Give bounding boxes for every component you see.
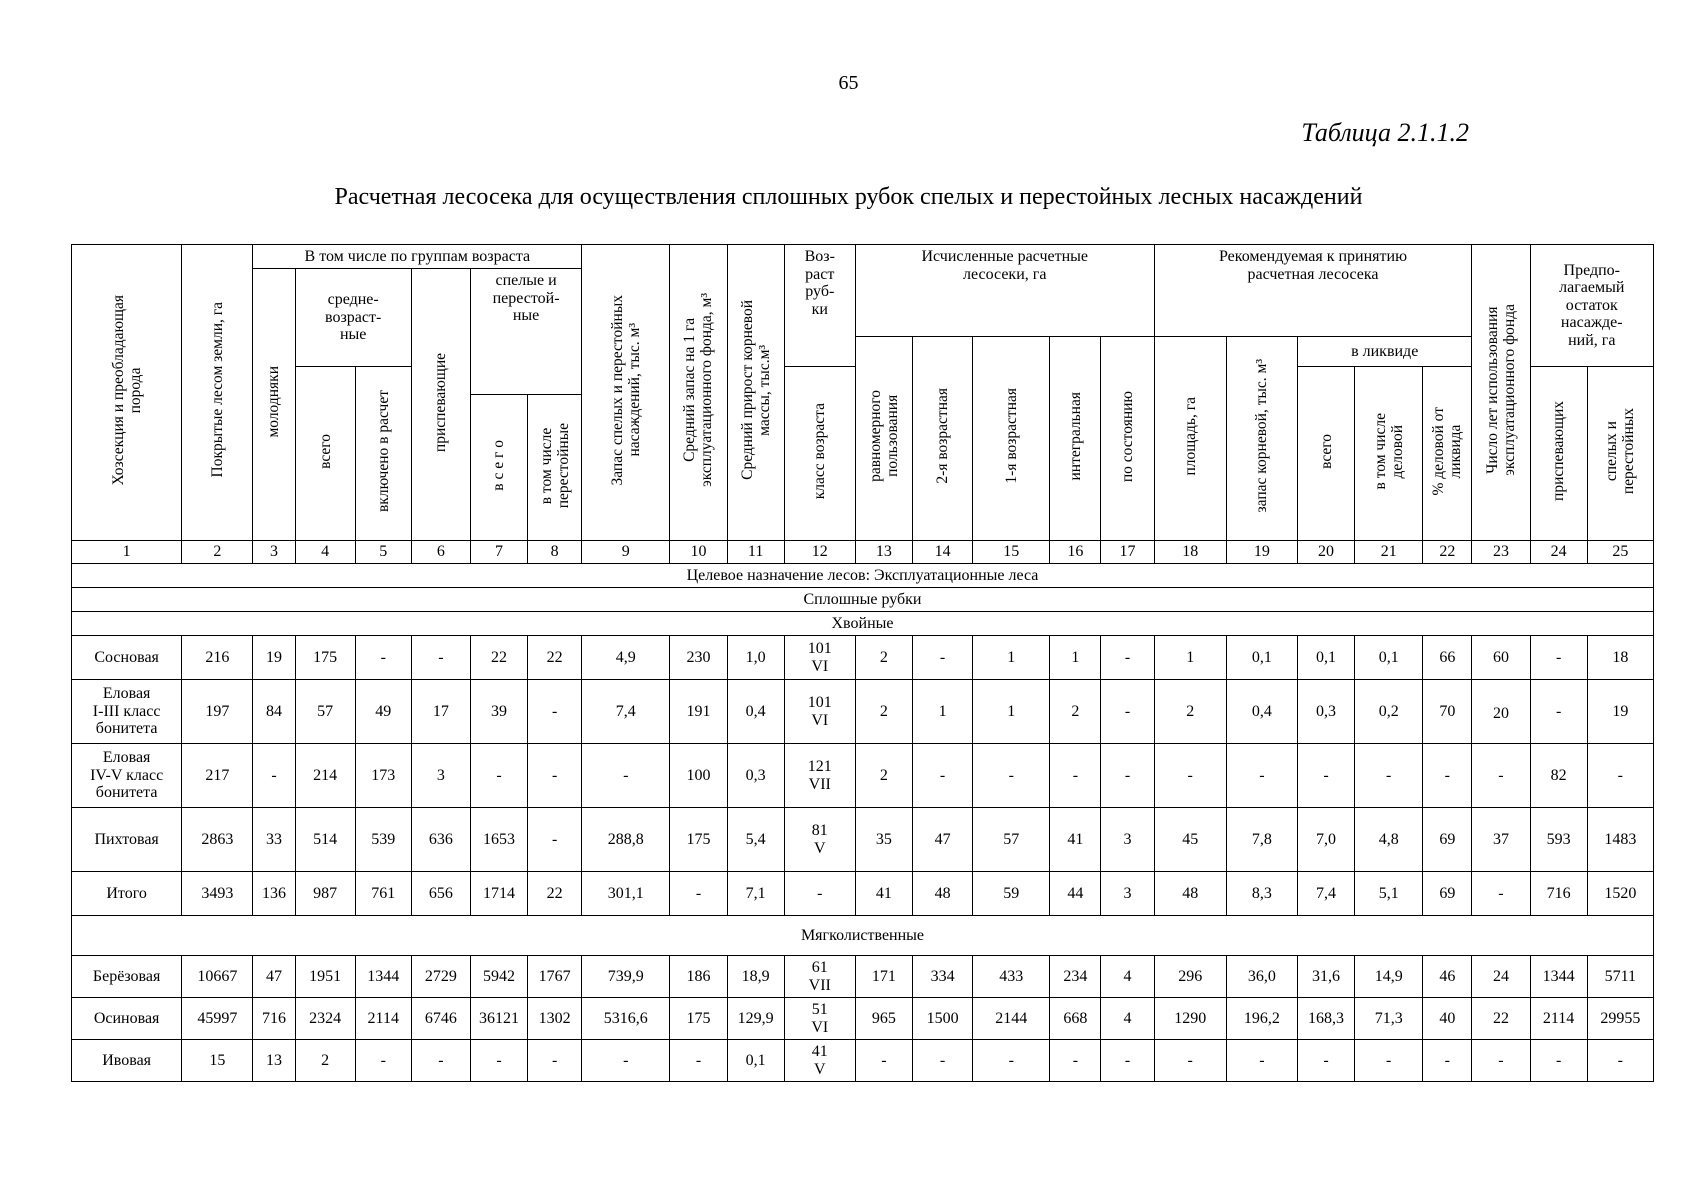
- table-row: [72, 680, 1654, 744]
- section-row: [72, 916, 1654, 956]
- table-cell: -: [528, 744, 582, 808]
- logging-table: [71, 244, 1654, 1082]
- header-species: Хозсекция и преобладающая порода: [72, 245, 182, 541]
- table-cell: 1520: [1587, 872, 1653, 916]
- table-row: [72, 998, 1654, 1040]
- header-years-use: Число лет использования эксплуатационного фонда: [1472, 245, 1530, 541]
- table-row: [72, 744, 1654, 808]
- header-liquid-total: всего: [1297, 367, 1354, 541]
- cutting-type-row: [72, 588, 1654, 612]
- table-cell: -: [1297, 744, 1354, 808]
- table-cell: -: [1472, 1040, 1530, 1082]
- table-cell: 84: [253, 680, 295, 744]
- table-cell: 191: [670, 680, 727, 744]
- table-cell: 1767: [528, 956, 582, 998]
- table-cell: -: [1101, 636, 1154, 680]
- table-cell: -: [913, 636, 973, 680]
- table-cell: -: [411, 636, 470, 680]
- table-cell: 1951: [295, 956, 355, 998]
- header-first-age: 1-я возрастная: [973, 337, 1050, 541]
- section-label-deciduous: Мягколиственные: [72, 916, 1654, 956]
- table-cell: 2863: [182, 808, 253, 872]
- column-number: 1: [72, 541, 182, 564]
- table-cell: 1500: [913, 998, 973, 1040]
- table-cell: 18: [1587, 636, 1653, 680]
- table-cell: -: [582, 1040, 670, 1082]
- page-title: Расчетная лесосека для осуществления сплошных рубок спелых и перестойных лесных насаждений: [334, 184, 1363, 210]
- table-cell: 0,4: [1226, 680, 1297, 744]
- table-cell: 49: [355, 680, 411, 744]
- table-cell: 0,1: [1297, 636, 1354, 680]
- table-cell: 2324: [295, 998, 355, 1040]
- table-cell: -: [411, 1040, 470, 1082]
- table-row: [72, 956, 1654, 998]
- header-mature-over: в том числе перестойные: [528, 395, 582, 541]
- table-cell: -: [1587, 1040, 1653, 1082]
- column-number: 5: [355, 541, 411, 564]
- table-cell: 433: [973, 956, 1050, 998]
- table-cell: 3: [1101, 808, 1154, 872]
- table-cell: 17: [411, 680, 470, 744]
- table-cell: 168,3: [1297, 998, 1354, 1040]
- table-cell: -: [1101, 1040, 1154, 1082]
- header-middle-total: всего: [295, 367, 355, 541]
- header-uniform: равномерного пользования: [855, 337, 912, 541]
- table-cell: 40: [1423, 998, 1472, 1040]
- table-cell: 136: [253, 872, 295, 916]
- table-cell: 656: [411, 872, 470, 916]
- table-cell: -: [1154, 1040, 1226, 1082]
- table-cell: 593: [1530, 808, 1587, 872]
- table-cell: 22: [1472, 998, 1530, 1040]
- table-cell: -: [1226, 744, 1297, 808]
- table-cell: 70: [1423, 680, 1472, 744]
- table-cell: 31,6: [1297, 956, 1354, 998]
- column-number: 21: [1355, 541, 1423, 564]
- table-cell: 22: [528, 872, 582, 916]
- table-cell: 1: [1050, 636, 1101, 680]
- header-young: молодняки: [253, 269, 295, 541]
- table-cell: -: [1355, 1040, 1423, 1082]
- table-cell: 2: [855, 744, 912, 808]
- table-cell: 48: [913, 872, 973, 916]
- table-cell: -: [1530, 1040, 1587, 1082]
- table-cell: 2: [295, 1040, 355, 1082]
- column-number: 24: [1530, 541, 1587, 564]
- table-cell: 44: [1050, 872, 1101, 916]
- header-forest-area: Покрытые лесом земли, га: [182, 245, 253, 541]
- table-cell: 1653: [470, 808, 527, 872]
- table-cell: -: [1423, 744, 1472, 808]
- table-cell: -: [1101, 680, 1154, 744]
- table-cell: 1714: [470, 872, 527, 916]
- table-cell: 20: [1472, 680, 1530, 744]
- table-cell: -: [670, 872, 727, 916]
- table-cell: 57: [973, 808, 1050, 872]
- table-cell: -: [1050, 744, 1101, 808]
- table-cell: 35: [855, 808, 912, 872]
- table-cell: -: [670, 1040, 727, 1082]
- table-cell: 171: [855, 956, 912, 998]
- header-root-stock: запас корневой, тыс. м³: [1226, 337, 1297, 541]
- table-cell: -: [1226, 1040, 1297, 1082]
- table-cell: 2114: [355, 998, 411, 1040]
- column-number: 17: [1101, 541, 1154, 564]
- table-cell: 1: [973, 680, 1050, 744]
- column-number: 6: [411, 541, 470, 564]
- species-name: Еловая I-III класс бонитета: [72, 680, 182, 744]
- header-liquid: в ликвиде: [1297, 337, 1471, 367]
- table-header: [72, 245, 1654, 541]
- table-label: Таблица 2.1.1.2: [1301, 118, 1469, 147]
- table-cell: 41: [855, 872, 912, 916]
- table-cell: 6746: [411, 998, 470, 1040]
- table-cell: 214: [295, 744, 355, 808]
- column-number: 20: [1297, 541, 1354, 564]
- header-liquid-percent: % деловой от ликвида: [1423, 367, 1472, 541]
- table-cell: 13: [253, 1040, 295, 1082]
- table-row: [72, 808, 1654, 872]
- table-cell: 716: [253, 998, 295, 1040]
- table-cell: -: [784, 872, 855, 916]
- table-cell: 965: [855, 998, 912, 1040]
- column-number: 9: [582, 541, 670, 564]
- table-cell: -: [1472, 744, 1530, 808]
- table-cell: 2114: [1530, 998, 1587, 1040]
- column-number: 18: [1154, 541, 1226, 564]
- table-cell: -: [253, 744, 295, 808]
- table-cell: 59: [973, 872, 1050, 916]
- table-row: [72, 872, 1654, 916]
- table-cell: 1483: [1587, 808, 1653, 872]
- table-cell: 2144: [973, 998, 1050, 1040]
- table-cell: 0,1: [1355, 636, 1423, 680]
- table-cell: -: [355, 1040, 411, 1082]
- column-number: 15: [973, 541, 1050, 564]
- table-cell: 668: [1050, 998, 1101, 1040]
- table-cell: 60: [1472, 636, 1530, 680]
- table-cell: 1344: [355, 956, 411, 998]
- column-number: 3: [253, 541, 295, 564]
- table-cell: -: [1587, 744, 1653, 808]
- table-cell: 22: [470, 636, 527, 680]
- header-avg-growth: Средний прирост корневой массы, тыс.м³: [727, 245, 784, 541]
- table-cell: 7,4: [1297, 872, 1354, 916]
- table-cell: 5711: [1587, 956, 1653, 998]
- table-cell: 10667: [182, 956, 253, 998]
- column-number: 7: [470, 541, 527, 564]
- table-cell: 1302: [528, 998, 582, 1040]
- table-cell: 175: [670, 808, 727, 872]
- table-cell: 3: [411, 744, 470, 808]
- header-remaining-mature: спелых и перестойных: [1587, 367, 1653, 541]
- species-name: Еловая IV-V класс бонитета: [72, 744, 182, 808]
- table-cell: 987: [295, 872, 355, 916]
- table-cell: 4: [1101, 956, 1154, 998]
- table-cell: 36,0: [1226, 956, 1297, 998]
- table-cell: 41 V: [784, 1040, 855, 1082]
- table-cell: 47: [253, 956, 295, 998]
- table-cell: -: [913, 744, 973, 808]
- table-cell: 230: [670, 636, 727, 680]
- table-cell: 334: [913, 956, 973, 998]
- table-cell: 4,9: [582, 636, 670, 680]
- table-cell: 36121: [470, 998, 527, 1040]
- table-cell: 0,1: [727, 1040, 784, 1082]
- header-remaining: Предпо- лагаемый остаток насажде- ний, га: [1530, 245, 1653, 367]
- table-cell: 5,4: [727, 808, 784, 872]
- header-cutting-age: Воз- раст руб- ки: [784, 245, 855, 367]
- table-cell: 19: [253, 636, 295, 680]
- table-cell: 3493: [182, 872, 253, 916]
- table-cell: 7,4: [582, 680, 670, 744]
- purpose-row: [72, 564, 1654, 588]
- purpose-label: Целевое назначение лесов: Эксплуатационные леса: [72, 564, 1654, 588]
- header-mature-stock: Запас спелых и перестойных насаждений, тыс. м³: [582, 245, 670, 541]
- table-cell: -: [973, 744, 1050, 808]
- table-cell: 173: [355, 744, 411, 808]
- cutting-type-label: Сплошные рубки: [72, 588, 1654, 612]
- table-cell: -: [1472, 872, 1530, 916]
- table-cell: -: [528, 680, 582, 744]
- table-cell: -: [1423, 1040, 1472, 1082]
- header-area: площадь, га: [1154, 337, 1226, 541]
- table-cell: -: [1530, 636, 1587, 680]
- table-cell: 0,4: [727, 680, 784, 744]
- species-name: Итого: [72, 872, 182, 916]
- page-number: 65: [838, 72, 859, 94]
- header-second-age: 2-я возрастная: [913, 337, 973, 541]
- header-condition: по состоянию: [1101, 337, 1154, 541]
- species-name: Сосновая: [72, 636, 182, 680]
- table-cell: 1: [1154, 636, 1226, 680]
- table-cell: 216: [182, 636, 253, 680]
- table-cell: 1,0: [727, 636, 784, 680]
- table-cell: 22: [528, 636, 582, 680]
- table-cell: 19: [1587, 680, 1653, 744]
- table-cell: 716: [1530, 872, 1587, 916]
- table-cell: 0,3: [1297, 680, 1354, 744]
- column-numbers-row: [72, 541, 1654, 564]
- table-cell: -: [1297, 1040, 1354, 1082]
- table-cell: 82: [1530, 744, 1587, 808]
- column-number: 19: [1226, 541, 1297, 564]
- table-cell: 101 VI: [784, 680, 855, 744]
- table-cell: 4: [1101, 998, 1154, 1040]
- table-cell: 66: [1423, 636, 1472, 680]
- table-cell: 7,8: [1226, 808, 1297, 872]
- table-cell: 29955: [1587, 998, 1653, 1040]
- column-number: 10: [670, 541, 727, 564]
- table-cell: 514: [295, 808, 355, 872]
- table-cell: 8,3: [1226, 872, 1297, 916]
- table-cell: 100: [670, 744, 727, 808]
- header-middle-included: включено в расчет: [355, 367, 411, 541]
- column-number: 8: [528, 541, 582, 564]
- header-remaining-ripening: приспевающих: [1530, 367, 1587, 541]
- table-cell: 46: [1423, 956, 1472, 998]
- table-cell: 5942: [470, 956, 527, 998]
- table-cell: 0,2: [1355, 680, 1423, 744]
- table-cell: 0,1: [1226, 636, 1297, 680]
- table-cell: -: [1101, 744, 1154, 808]
- table-cell: -: [582, 744, 670, 808]
- species-name: Берёзовая: [72, 956, 182, 998]
- column-number: 22: [1423, 541, 1472, 564]
- table-cell: 1290: [1154, 998, 1226, 1040]
- table-cell: -: [355, 636, 411, 680]
- table-row: [72, 1040, 1654, 1082]
- table-cell: -: [1050, 1040, 1101, 1082]
- species-name: Осиновая: [72, 998, 182, 1040]
- table-cell: 57: [295, 680, 355, 744]
- table-cell: 37: [1472, 808, 1530, 872]
- table-cell: 33: [253, 808, 295, 872]
- table-cell: 15: [182, 1040, 253, 1082]
- table-cell: 71,3: [1355, 998, 1423, 1040]
- table-cell: 129,9: [727, 998, 784, 1040]
- header-ripening: приспевающие: [411, 269, 470, 541]
- table-cell: 288,8: [582, 808, 670, 872]
- table-cell: 7,1: [727, 872, 784, 916]
- table-cell: 1344: [1530, 956, 1587, 998]
- column-number: 25: [1587, 541, 1653, 564]
- table-cell: 0,3: [727, 744, 784, 808]
- table-cell: 3: [1101, 872, 1154, 916]
- header-age-class: класс возраста: [784, 367, 855, 541]
- table-cell: 7,0: [1297, 808, 1354, 872]
- table-cell: 4,8: [1355, 808, 1423, 872]
- column-number: 4: [295, 541, 355, 564]
- table-cell: 5316,6: [582, 998, 670, 1040]
- table-body: [72, 541, 1654, 1082]
- table-cell: 48: [1154, 872, 1226, 916]
- table-cell: -: [855, 1040, 912, 1082]
- table-cell: 121 VII: [784, 744, 855, 808]
- table-cell: 47: [913, 808, 973, 872]
- table-cell: 2729: [411, 956, 470, 998]
- table-cell: 2: [1050, 680, 1101, 744]
- table-cell: 69: [1423, 808, 1472, 872]
- table-cell: 301,1: [582, 872, 670, 916]
- header-mature: спелые и перестой- ные: [470, 269, 581, 395]
- header-calculated-cuts: Исчисленные расчетные лесосеки, га: [855, 245, 1154, 337]
- table-cell: 18,9: [727, 956, 784, 998]
- table-cell: 739,9: [582, 956, 670, 998]
- table-row: [72, 636, 1654, 680]
- table-cell: -: [528, 808, 582, 872]
- table-cell: -: [973, 1040, 1050, 1082]
- header-age-groups: В том числе по группам возраста: [253, 245, 582, 269]
- table-cell: 24: [1472, 956, 1530, 998]
- table-cell: 636: [411, 808, 470, 872]
- table-cell: 14,9: [1355, 956, 1423, 998]
- column-number: 11: [727, 541, 784, 564]
- table-cell: 5,1: [1355, 872, 1423, 916]
- header-middle-aged: средне- возраст- ные: [295, 269, 411, 367]
- table-cell: -: [1154, 744, 1226, 808]
- table-cell: 81 V: [784, 808, 855, 872]
- column-number: 14: [913, 541, 973, 564]
- table-cell: 1: [973, 636, 1050, 680]
- table-cell: 51 VI: [784, 998, 855, 1040]
- species-name: Пихтовая: [72, 808, 182, 872]
- table-cell: -: [470, 744, 527, 808]
- table-cell: 39: [470, 680, 527, 744]
- section-label-conifer: Хвойные: [72, 612, 1654, 636]
- header-avg-stock: Средний запас на 1 га эксплуатационного фонда, м³: [670, 245, 727, 541]
- table-cell: 2: [855, 680, 912, 744]
- table-cell: 45997: [182, 998, 253, 1040]
- section-row: [72, 612, 1654, 636]
- table-cell: -: [528, 1040, 582, 1082]
- header-mature-total: в с е г о: [470, 395, 527, 541]
- table-cell: 761: [355, 872, 411, 916]
- table-cell: 175: [670, 998, 727, 1040]
- table-cell: -: [1530, 680, 1587, 744]
- table-cell: 101 VI: [784, 636, 855, 680]
- table-cell: 197: [182, 680, 253, 744]
- table-cell: 539: [355, 808, 411, 872]
- table-cell: 296: [1154, 956, 1226, 998]
- table-cell: -: [913, 1040, 973, 1082]
- column-number: 23: [1472, 541, 1530, 564]
- table-cell: 175: [295, 636, 355, 680]
- table-cell: 45: [1154, 808, 1226, 872]
- table-cell: 196,2: [1226, 998, 1297, 1040]
- table-cell: 61 VII: [784, 956, 855, 998]
- table-cell: 1: [913, 680, 973, 744]
- header-recommended-cut: Рекомендуемая к принятию расчетная лесосека: [1154, 245, 1472, 337]
- table-cell: 2: [855, 636, 912, 680]
- header-liquid-business: в том числе деловой: [1355, 367, 1423, 541]
- column-number: 13: [855, 541, 912, 564]
- table-cell: 234: [1050, 956, 1101, 998]
- table-cell: 69: [1423, 872, 1472, 916]
- table-cell: -: [470, 1040, 527, 1082]
- column-number: 2: [182, 541, 253, 564]
- table-cell: 186: [670, 956, 727, 998]
- table-cell: -: [1355, 744, 1423, 808]
- column-number: 16: [1050, 541, 1101, 564]
- table-cell: 217: [182, 744, 253, 808]
- table-cell: 2: [1154, 680, 1226, 744]
- species-name: Ивовая: [72, 1040, 182, 1082]
- column-number: 12: [784, 541, 855, 564]
- table-cell: 41: [1050, 808, 1101, 872]
- header-integral: интегральная: [1050, 337, 1101, 541]
